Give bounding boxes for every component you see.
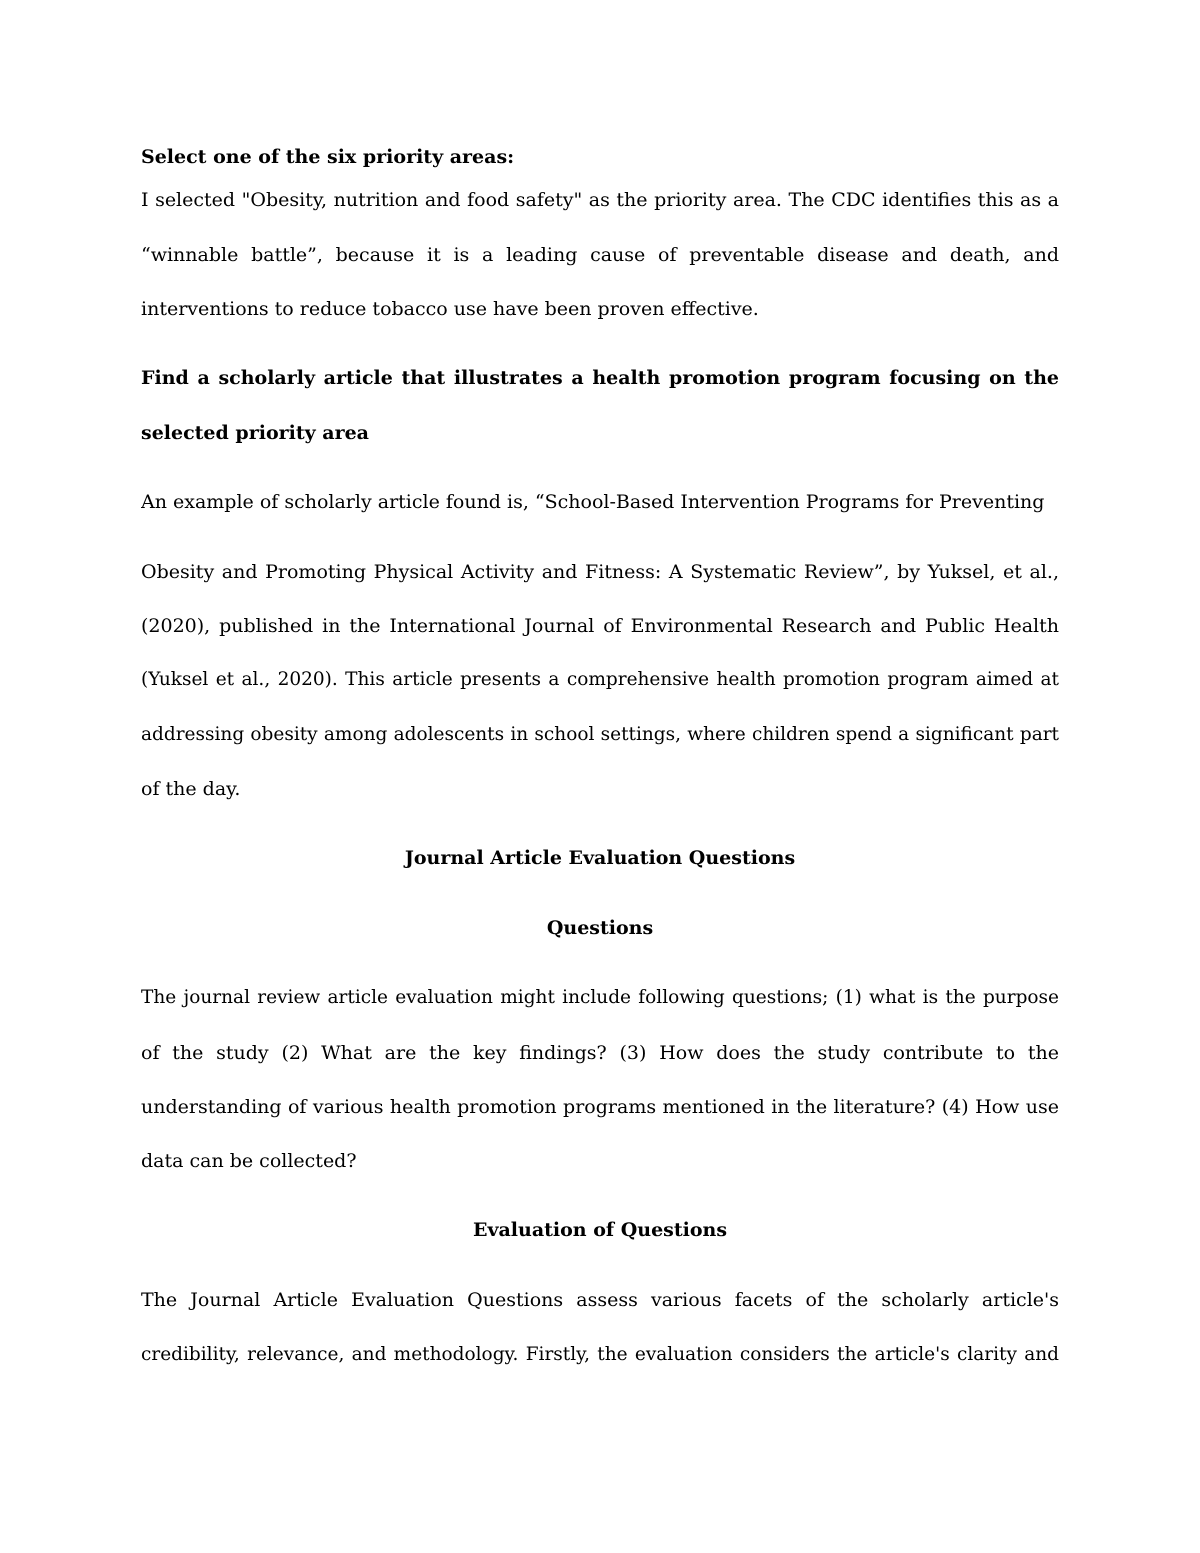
section-subtitle-questions: Questions	[546, 917, 654, 939]
paragraph-line: Obesity and Promoting Physical Activity and Fitness: A Systematic Review”, by Yuksel, et al.,	[141, 561, 1059, 583]
paragraph-line: An example of scholarly article found is, “School-Based Intervention Programs for Preventing	[141, 491, 1045, 513]
paragraph-line: data can be collected?	[141, 1150, 357, 1172]
paragraph-line: (Yuksel et al., 2020). This article presents a comprehensive health promotion program aimed at	[141, 669, 1059, 690]
paragraph-line: (2020), published in the International Journal of Environmental Research and Public Health	[141, 615, 1059, 637]
section-title-journal-evaluation: Journal Article Evaluation Questions	[404, 847, 796, 869]
section-heading-priority: Select one of the six priority areas:	[141, 146, 515, 168]
paragraph-line: “winnable battle”, because it is a leading cause of preventable disease and death, and	[141, 244, 1059, 266]
paragraph-line: credibility, relevance, and methodology. Firstly, the evaluation considers the article's clarity and	[141, 1344, 1059, 1365]
paragraph-line: I selected "Obesity, nutrition and food safety" as the priority area. The CDC identifies this as a	[141, 189, 1059, 211]
section-title-evaluation-of-questions: Evaluation of Questions	[472, 1219, 728, 1241]
paragraph-line: The journal review article evaluation might include following questions; (1) what is the purpose	[141, 987, 1059, 1008]
section-heading-article: selected priority area	[141, 422, 369, 444]
paragraph-line: The Journal Article Evaluation Questions assess various facets of the scholarly article's	[141, 1289, 1059, 1311]
paragraph-line: interventions to reduce tobacco use have been proven effective.	[141, 298, 759, 320]
paragraph-line: of the study (2) What are the key findings? (3) How does the study contribute to the	[141, 1042, 1059, 1064]
paragraph-line: of the day.	[141, 778, 241, 800]
paragraph-line: addressing obesity among adolescents in school settings, where children spend a significant part	[141, 724, 1059, 745]
paragraph-line: understanding of various health promotion programs mentioned in the literature? (4) How use	[141, 1096, 1059, 1118]
section-heading-article: Find a scholarly article that illustrates a health promotion program focusing on the	[141, 367, 1059, 389]
